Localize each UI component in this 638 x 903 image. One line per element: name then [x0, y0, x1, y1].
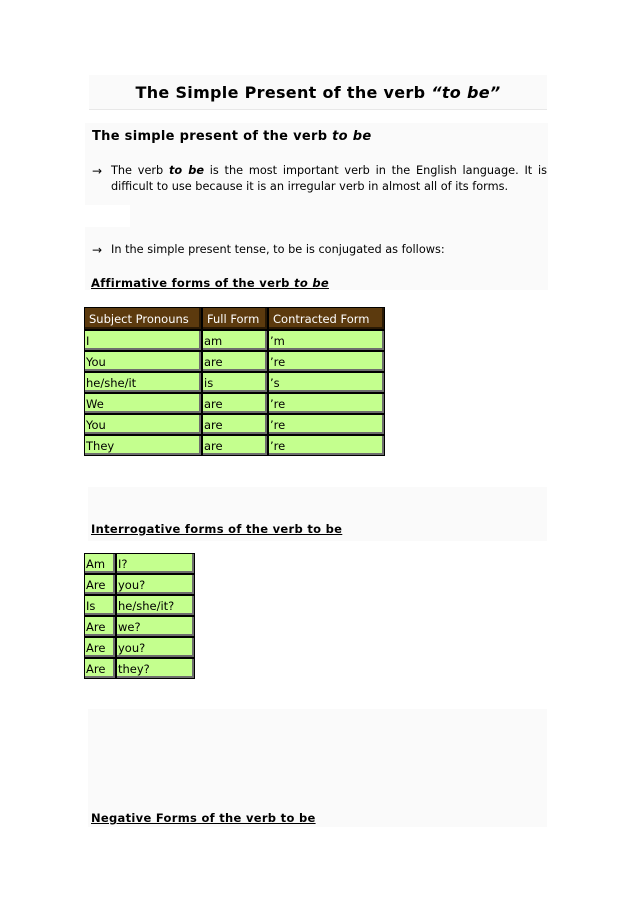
interrogative-table [84, 553, 195, 679]
column-header: Contracted Form [268, 307, 385, 330]
table-cell: Am [84, 553, 116, 574]
table-cell: Are [84, 658, 116, 679]
column-header: Full Form [202, 307, 268, 330]
table-row [84, 393, 385, 414]
arrow-right-icon: → [92, 243, 103, 257]
spacer-block [85, 205, 130, 227]
table-row [84, 330, 385, 351]
table-cell: is [202, 372, 268, 393]
table-cell: are [202, 435, 268, 456]
table-cell: Are [84, 574, 116, 595]
intro-panel [85, 123, 548, 290]
arrow-right-icon: → [92, 164, 103, 178]
table-row [84, 616, 195, 637]
bullet-text: The verb [111, 164, 169, 177]
section-heading-emph: to be [332, 129, 372, 144]
table-cell: I [84, 330, 202, 351]
table-cell: we? [116, 616, 195, 637]
table-cell: You [84, 351, 202, 372]
bullet-emph: to be [168, 164, 204, 177]
table-cell: ’re [268, 351, 385, 372]
table-cell: I? [116, 553, 195, 574]
table-row [84, 351, 385, 372]
table-row [84, 435, 385, 456]
table-cell: they? [116, 658, 195, 679]
table-row [84, 372, 385, 393]
table-cell: he/she/it [84, 372, 202, 393]
negative-panel [88, 709, 547, 827]
bullet-text: is the most important verb in the English language. It is difficult to use because it is an irregular verb in almost all of its forms. [111, 164, 551, 193]
table-cell: am [202, 330, 268, 351]
affirmative-heading-emph: to be [294, 276, 329, 290]
table-cell: ’s [268, 372, 385, 393]
affirmative-table [84, 307, 385, 456]
table-row [84, 637, 195, 658]
page-title [89, 75, 547, 110]
bullet-item [92, 163, 551, 195]
bullet-item [92, 242, 547, 258]
affirmative-heading [91, 276, 329, 290]
table-cell: ’m [268, 330, 385, 351]
table-cell: They [84, 435, 202, 456]
table-cell: Are [84, 637, 116, 658]
table-cell: are [202, 414, 268, 435]
table-header-row [84, 307, 385, 330]
table-cell: Are [84, 616, 116, 637]
table-cell: ’re [268, 393, 385, 414]
table-cell: you? [116, 574, 195, 595]
table-row [84, 574, 195, 595]
table-cell: are [202, 393, 268, 414]
negative-heading: Negative Forms of the verb to be [91, 811, 316, 825]
section-heading [92, 129, 371, 144]
table-cell: We [84, 393, 202, 414]
table-cell: You [84, 414, 202, 435]
table-row [84, 553, 195, 574]
column-header: Subject Pronouns [84, 307, 202, 330]
table-cell: Is [84, 595, 116, 616]
table-row [84, 414, 385, 435]
table-cell: he/she/it? [116, 595, 195, 616]
section-heading-text: The simple present of the verb [92, 129, 333, 144]
table-row [84, 658, 195, 679]
table-cell: ’re [268, 435, 385, 456]
table-row [84, 595, 195, 616]
title-text: The Simple Present of the verb [135, 82, 432, 102]
affirmative-heading-text: Affirmative forms of the verb [91, 276, 295, 290]
interrogative-heading: Interrogative forms of the verb to be [91, 522, 343, 536]
title-quoted: “to be” [431, 82, 501, 102]
table-cell: you? [116, 637, 195, 658]
table-cell: are [202, 351, 268, 372]
bullet-text: In the simple present tense, to be is conjugated as follows: [111, 243, 445, 256]
table-cell: ’re [268, 414, 385, 435]
